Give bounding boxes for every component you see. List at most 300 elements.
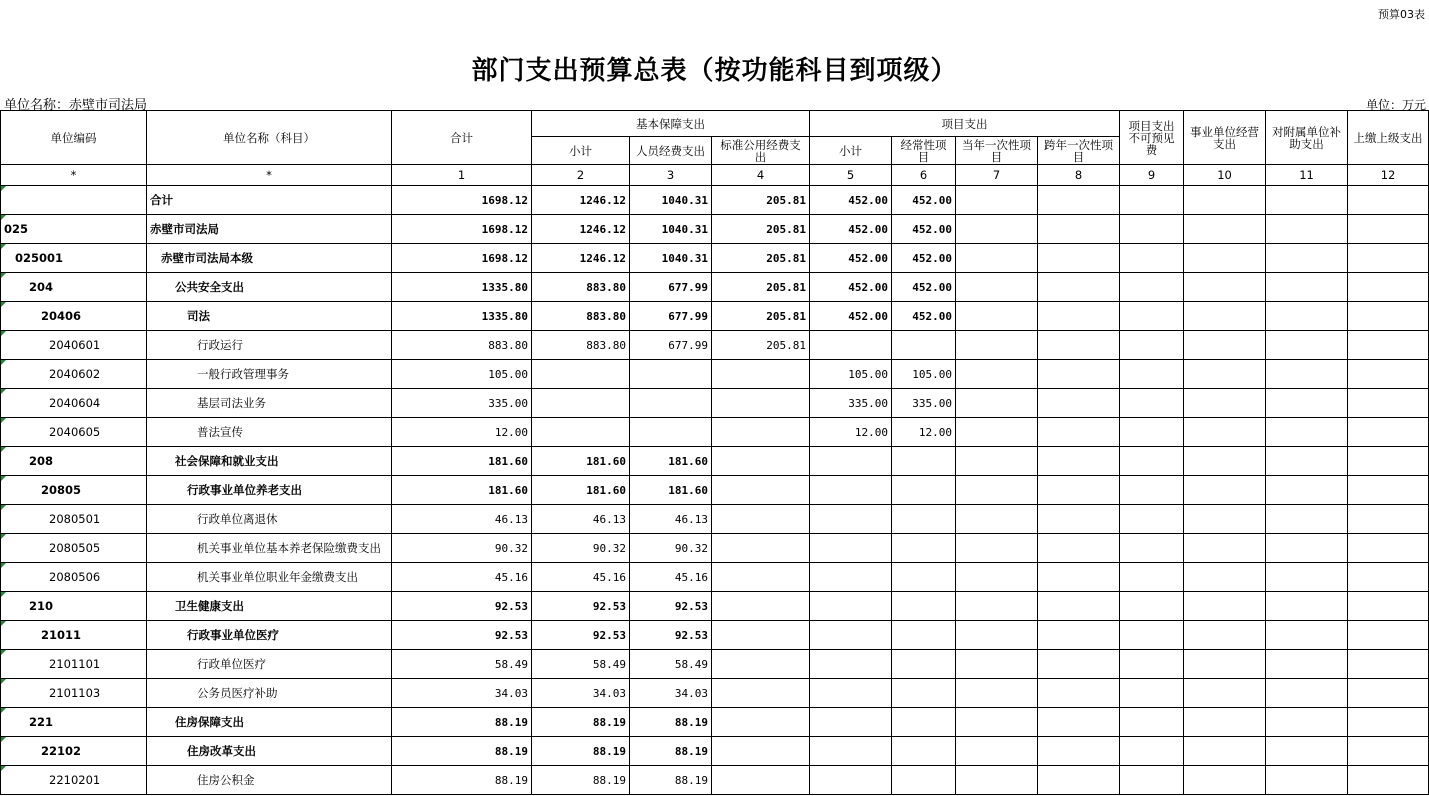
row-value-cell	[1120, 273, 1184, 302]
row-value-cell	[810, 679, 892, 708]
row-value-cell: 205.81	[712, 215, 810, 244]
row-value-cell	[1266, 418, 1348, 447]
row-value-cell	[892, 708, 956, 737]
row-value-cell: 883.80	[532, 302, 630, 331]
row-value-cell	[712, 650, 810, 679]
row-value-cell	[1038, 360, 1120, 389]
row-value-cell	[532, 389, 630, 418]
row-value-cell: 88.19	[532, 708, 630, 737]
row-value-cell: 90.32	[392, 534, 532, 563]
row-value-cell	[1348, 447, 1429, 476]
row-value-cell: 205.81	[712, 331, 810, 360]
row-name-cell: 住房改革支出	[147, 737, 392, 766]
row-value-cell	[1120, 331, 1184, 360]
row-value-cell: 452.00	[810, 244, 892, 273]
row-code-cell: 2040605	[1, 418, 147, 447]
row-value-cell: 181.60	[630, 447, 712, 476]
row-value-cell: 92.53	[392, 621, 532, 650]
row-value-cell	[1120, 737, 1184, 766]
table-row	[1, 331, 1429, 360]
row-value-cell	[1266, 331, 1348, 360]
row-value-cell	[1348, 273, 1429, 302]
column-index-row	[1, 165, 1429, 186]
row-code-cell: 2040604	[1, 389, 147, 418]
table-row	[1, 244, 1429, 273]
header-project-subtotal: 小计	[810, 137, 892, 165]
row-name-cell: 合计	[147, 186, 392, 215]
row-value-cell	[712, 679, 810, 708]
row-value-cell	[1348, 476, 1429, 505]
row-value-cell	[1266, 360, 1348, 389]
column-index-cell: 5	[810, 165, 892, 186]
row-value-cell	[956, 621, 1038, 650]
row-value-cell	[810, 447, 892, 476]
column-index-cell: 10	[1184, 165, 1266, 186]
row-name-cell: 一般行政管理事务	[147, 360, 392, 389]
row-value-cell	[810, 621, 892, 650]
table-row	[1, 505, 1429, 534]
row-value-cell: 88.19	[392, 766, 532, 795]
row-value-cell	[956, 331, 1038, 360]
row-value-cell	[1184, 186, 1266, 215]
row-value-cell: 335.00	[810, 389, 892, 418]
row-value-cell: 92.53	[392, 592, 532, 621]
row-value-cell	[1184, 418, 1266, 447]
row-value-cell	[956, 186, 1038, 215]
row-value-cell	[892, 563, 956, 592]
row-value-cell: 88.19	[392, 708, 532, 737]
row-name-cell: 赤壁市司法局本级	[147, 244, 392, 273]
row-value-cell: 1698.12	[392, 244, 532, 273]
row-value-cell: 58.49	[630, 650, 712, 679]
row-code-cell: 20406	[1, 302, 147, 331]
header-code: 单位编码	[1, 111, 147, 165]
row-value-cell	[1120, 621, 1184, 650]
row-value-cell	[1120, 679, 1184, 708]
row-name-cell: 司法	[147, 302, 392, 331]
row-value-cell: 12.00	[392, 418, 532, 447]
column-index-cell: 6	[892, 165, 956, 186]
header-total: 合计	[392, 111, 532, 165]
row-value-cell	[1348, 302, 1429, 331]
row-value-cell	[630, 360, 712, 389]
row-value-cell	[1038, 679, 1120, 708]
row-value-cell	[956, 273, 1038, 302]
row-value-cell: 452.00	[892, 215, 956, 244]
row-value-cell	[1184, 737, 1266, 766]
table-row	[1, 186, 1429, 215]
row-name-cell: 普法宣传	[147, 418, 392, 447]
row-value-cell	[956, 447, 1038, 476]
row-value-cell	[956, 360, 1038, 389]
row-code-cell	[1, 186, 147, 215]
row-value-cell	[1120, 650, 1184, 679]
row-value-cell	[1184, 302, 1266, 331]
row-value-cell	[810, 476, 892, 505]
row-value-cell: 205.81	[712, 302, 810, 331]
row-value-cell: 677.99	[630, 331, 712, 360]
row-value-cell	[1038, 476, 1120, 505]
row-value-cell: 1698.12	[392, 215, 532, 244]
row-value-cell	[892, 505, 956, 534]
row-value-cell	[956, 708, 1038, 737]
column-index-cell: 12	[1348, 165, 1429, 186]
row-value-cell	[956, 737, 1038, 766]
row-value-cell	[892, 737, 956, 766]
row-value-cell	[1266, 766, 1348, 795]
row-value-cell: 452.00	[892, 186, 956, 215]
row-value-cell: 452.00	[810, 215, 892, 244]
row-value-cell: 92.53	[532, 621, 630, 650]
row-code-cell: 208	[1, 447, 147, 476]
table-row	[1, 563, 1429, 592]
row-value-cell: 58.49	[532, 650, 630, 679]
row-value-cell: 335.00	[392, 389, 532, 418]
column-index-cell: 7	[956, 165, 1038, 186]
row-value-cell	[1348, 244, 1429, 273]
row-name-cell: 行政单位离退休	[147, 505, 392, 534]
row-value-cell	[956, 244, 1038, 273]
row-name-cell: 公务员医疗补助	[147, 679, 392, 708]
row-value-cell	[1184, 534, 1266, 563]
row-value-cell	[1266, 447, 1348, 476]
currency-unit-label: 单位：万元	[1365, 98, 1426, 112]
table-body	[1, 186, 1429, 795]
header-operating-project: 经常性项目	[892, 137, 956, 165]
row-value-cell	[1038, 621, 1120, 650]
header-personnel: 人员经费支出	[630, 137, 712, 165]
row-code-cell: 025	[1, 215, 147, 244]
row-value-cell: 335.00	[892, 389, 956, 418]
row-value-cell	[1120, 766, 1184, 795]
row-value-cell	[956, 505, 1038, 534]
row-code-cell: 22102	[1, 737, 147, 766]
row-name-cell: 行政事业单位养老支出	[147, 476, 392, 505]
table-row	[1, 302, 1429, 331]
table-row	[1, 679, 1429, 708]
row-value-cell	[1120, 302, 1184, 331]
row-value-cell	[1038, 650, 1120, 679]
table-row	[1, 766, 1429, 795]
header-subsidy: 对附属单位补助支出	[1266, 111, 1348, 165]
row-value-cell	[956, 679, 1038, 708]
row-value-cell: 45.16	[392, 563, 532, 592]
row-name-cell: 机关事业单位职业年金缴费支出	[147, 563, 392, 592]
row-name-cell: 赤壁市司法局	[147, 215, 392, 244]
row-value-cell	[1266, 621, 1348, 650]
row-code-cell: 2040601	[1, 331, 147, 360]
row-value-cell	[956, 563, 1038, 592]
row-value-cell	[956, 302, 1038, 331]
row-value-cell: 90.32	[532, 534, 630, 563]
row-value-cell	[1348, 766, 1429, 795]
row-value-cell	[1266, 244, 1348, 273]
row-value-cell	[810, 737, 892, 766]
row-value-cell	[1038, 273, 1120, 302]
row-code-cell: 21011	[1, 621, 147, 650]
column-index-cell: 11	[1266, 165, 1348, 186]
table-row	[1, 389, 1429, 418]
row-value-cell	[712, 708, 810, 737]
row-value-cell	[1348, 563, 1429, 592]
page-title: 部门支出预算总表（按功能科目到项级）	[471, 56, 958, 86]
row-value-cell: 1698.12	[392, 186, 532, 215]
row-value-cell	[1120, 389, 1184, 418]
row-name-cell: 住房保障支出	[147, 708, 392, 737]
row-value-cell	[1038, 592, 1120, 621]
row-value-cell	[1120, 244, 1184, 273]
row-value-cell	[892, 592, 956, 621]
form-number-label: 预算03表	[1378, 8, 1425, 21]
row-value-cell	[712, 563, 810, 592]
row-value-cell: 452.00	[892, 273, 956, 302]
row-value-cell: 46.13	[630, 505, 712, 534]
row-value-cell	[1184, 708, 1266, 737]
row-value-cell: 205.81	[712, 244, 810, 273]
row-value-cell	[1266, 186, 1348, 215]
row-value-cell	[1184, 360, 1266, 389]
row-value-cell	[712, 476, 810, 505]
row-value-cell	[1266, 737, 1348, 766]
row-value-cell	[892, 476, 956, 505]
row-value-cell	[1348, 708, 1429, 737]
row-value-cell: 452.00	[892, 244, 956, 273]
row-value-cell	[1184, 621, 1266, 650]
row-value-cell	[810, 592, 892, 621]
row-value-cell: 677.99	[630, 273, 712, 302]
row-value-cell	[810, 650, 892, 679]
row-value-cell	[1348, 215, 1429, 244]
row-value-cell	[1348, 389, 1429, 418]
row-value-cell	[1348, 621, 1429, 650]
column-index-cell: 8	[1038, 165, 1120, 186]
row-value-cell	[810, 534, 892, 563]
header-public-std: 标准公用经费支出	[712, 137, 810, 165]
row-value-cell	[956, 215, 1038, 244]
unit-name-label: 单位名称：赤壁市司法局	[4, 98, 148, 113]
row-value-cell: 12.00	[810, 418, 892, 447]
row-value-cell	[1120, 505, 1184, 534]
row-value-cell: 12.00	[892, 418, 956, 447]
row-value-cell	[1184, 331, 1266, 360]
row-value-cell	[1038, 244, 1120, 273]
row-value-cell: 1246.12	[532, 186, 630, 215]
row-value-cell	[810, 505, 892, 534]
row-code-cell: 2080505	[1, 534, 147, 563]
column-index-cell: 3	[630, 165, 712, 186]
row-value-cell	[1184, 273, 1266, 302]
row-value-cell: 1335.80	[392, 302, 532, 331]
row-code-cell: 2080506	[1, 563, 147, 592]
row-value-cell: 105.00	[392, 360, 532, 389]
row-value-cell	[1348, 592, 1429, 621]
row-value-cell: 452.00	[810, 186, 892, 215]
row-value-cell	[712, 505, 810, 534]
table-row	[1, 534, 1429, 563]
table-row	[1, 360, 1429, 389]
row-value-cell	[1266, 679, 1348, 708]
header-one-time-project: 当年一次性项目	[956, 137, 1038, 165]
row-value-cell	[1038, 302, 1120, 331]
row-value-cell	[1038, 708, 1120, 737]
row-value-cell	[1120, 418, 1184, 447]
row-value-cell	[1184, 766, 1266, 795]
row-value-cell: 45.16	[630, 563, 712, 592]
row-value-cell	[712, 534, 810, 563]
row-value-cell: 34.03	[532, 679, 630, 708]
row-value-cell: 452.00	[892, 302, 956, 331]
row-value-cell: 181.60	[392, 476, 532, 505]
table-row	[1, 592, 1429, 621]
row-value-cell	[1038, 418, 1120, 447]
row-value-cell	[1184, 476, 1266, 505]
row-code-cell: 025001	[1, 244, 147, 273]
row-value-cell	[1266, 650, 1348, 679]
row-value-cell	[1348, 186, 1429, 215]
row-value-cell: 181.60	[532, 447, 630, 476]
row-value-cell	[1266, 476, 1348, 505]
row-value-cell: 92.53	[532, 592, 630, 621]
row-value-cell	[1184, 592, 1266, 621]
row-value-cell: 181.60	[532, 476, 630, 505]
row-value-cell	[1120, 447, 1184, 476]
column-index-cell: 2	[532, 165, 630, 186]
row-value-cell	[892, 679, 956, 708]
row-value-cell	[892, 621, 956, 650]
header-cross-year-project: 跨年一次性项目	[1038, 137, 1120, 165]
row-value-cell: 34.03	[630, 679, 712, 708]
budget-table	[0, 110, 1429, 795]
row-value-cell	[1038, 389, 1120, 418]
row-value-cell	[1184, 650, 1266, 679]
row-value-cell: 88.19	[630, 737, 712, 766]
row-value-cell: 883.80	[532, 273, 630, 302]
row-name-cell: 公共安全支出	[147, 273, 392, 302]
row-value-cell	[892, 447, 956, 476]
row-value-cell	[1348, 650, 1429, 679]
row-value-cell	[1266, 534, 1348, 563]
row-value-cell	[630, 389, 712, 418]
row-value-cell	[1266, 708, 1348, 737]
row-value-cell	[712, 360, 810, 389]
row-value-cell	[1120, 476, 1184, 505]
row-value-cell	[1038, 215, 1120, 244]
column-index-cell: 1	[392, 165, 532, 186]
row-value-cell: 105.00	[810, 360, 892, 389]
row-value-cell	[712, 766, 810, 795]
table-row	[1, 621, 1429, 650]
row-value-cell	[1120, 186, 1184, 215]
row-value-cell	[1266, 505, 1348, 534]
row-value-cell	[1266, 389, 1348, 418]
row-value-cell: 105.00	[892, 360, 956, 389]
row-value-cell	[1348, 505, 1429, 534]
row-value-cell: 1246.12	[532, 244, 630, 273]
table-row	[1, 708, 1429, 737]
row-value-cell	[1120, 215, 1184, 244]
row-value-cell	[956, 650, 1038, 679]
row-name-cell: 行政运行	[147, 331, 392, 360]
row-value-cell: 1335.80	[392, 273, 532, 302]
row-value-cell	[956, 476, 1038, 505]
row-value-cell	[1184, 679, 1266, 708]
row-value-cell	[1184, 505, 1266, 534]
row-value-cell	[1038, 331, 1120, 360]
row-value-cell: 45.16	[532, 563, 630, 592]
row-code-cell: 221	[1, 708, 147, 737]
row-value-cell	[1184, 389, 1266, 418]
row-value-cell	[1038, 186, 1120, 215]
header-basic-group: 基本保障支出	[532, 111, 810, 137]
row-value-cell	[956, 534, 1038, 563]
row-value-cell	[712, 621, 810, 650]
row-value-cell	[892, 534, 956, 563]
row-value-cell	[956, 766, 1038, 795]
row-value-cell: 452.00	[810, 273, 892, 302]
column-index-cell: 4	[712, 165, 810, 186]
row-value-cell	[1348, 418, 1429, 447]
header-name: 单位名称（科目）	[147, 111, 392, 165]
row-value-cell: 181.60	[630, 476, 712, 505]
row-value-cell: 1040.31	[630, 215, 712, 244]
row-code-cell: 2040602	[1, 360, 147, 389]
table-row	[1, 447, 1429, 476]
row-value-cell	[1120, 360, 1184, 389]
row-value-cell: 34.03	[392, 679, 532, 708]
row-value-cell: 46.13	[532, 505, 630, 534]
row-value-cell	[1184, 215, 1266, 244]
row-value-cell	[1348, 331, 1429, 360]
row-name-cell: 住房公积金	[147, 766, 392, 795]
row-value-cell	[810, 766, 892, 795]
row-name-cell: 行政单位医疗	[147, 650, 392, 679]
table-row	[1, 737, 1429, 766]
row-value-cell	[1038, 534, 1120, 563]
row-value-cell: 58.49	[392, 650, 532, 679]
row-value-cell	[892, 766, 956, 795]
row-value-cell	[1266, 302, 1348, 331]
row-code-cell: 20805	[1, 476, 147, 505]
row-value-cell: 92.53	[630, 621, 712, 650]
row-value-cell	[1120, 592, 1184, 621]
row-value-cell: 88.19	[630, 766, 712, 795]
row-value-cell	[1266, 215, 1348, 244]
row-value-cell	[532, 418, 630, 447]
row-value-cell	[810, 708, 892, 737]
row-value-cell: 88.19	[532, 766, 630, 795]
row-name-cell: 基层司法业务	[147, 389, 392, 418]
row-value-cell: 46.13	[392, 505, 532, 534]
column-index-cell: 9	[1120, 165, 1184, 186]
table-row	[1, 476, 1429, 505]
header-unforeseen: 项目支出不可预见费	[1120, 111, 1184, 165]
table-row	[1, 273, 1429, 302]
row-value-cell	[956, 389, 1038, 418]
row-code-cell: 2101103	[1, 679, 147, 708]
row-value-cell: 205.81	[712, 273, 810, 302]
row-value-cell	[1120, 708, 1184, 737]
row-value-cell	[1348, 737, 1429, 766]
row-value-cell	[1120, 534, 1184, 563]
row-value-cell	[956, 592, 1038, 621]
row-value-cell	[1120, 563, 1184, 592]
row-value-cell: 1246.12	[532, 215, 630, 244]
row-value-cell	[956, 418, 1038, 447]
header-business-op: 事业单位经营支出	[1184, 111, 1266, 165]
row-value-cell: 1040.31	[630, 244, 712, 273]
row-value-cell	[1266, 273, 1348, 302]
row-code-cell: 210	[1, 592, 147, 621]
